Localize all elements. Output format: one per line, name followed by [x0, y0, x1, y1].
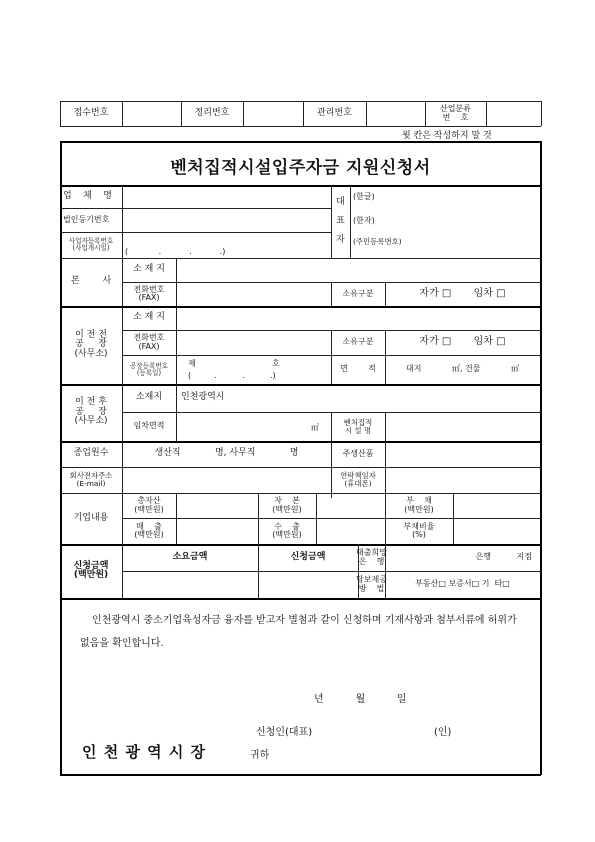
debt-label: 부 채 (백만원) — [404, 496, 434, 514]
hq-label: 본 사 — [70, 276, 112, 287]
confirmation-statement: 인천광역시 중소기업육성자금 융자를 받고자 별첨과 같이 신청하며 기재사항과 첨부서류에 허위가 없음을 확인합니다. — [80, 615, 517, 649]
representative-label: 대 표 자 — [336, 196, 345, 245]
before-address-field[interactable] — [177, 307, 539, 329]
main-product-field[interactable] — [386, 442, 539, 466]
lease-area-label: 임차면적 — [133, 421, 165, 431]
corp-reg-label: 법인등기번호 — [63, 214, 110, 224]
biz-reg-date[interactable]: ( . . .) — [125, 247, 226, 256]
company-name-field[interactable] — [123, 186, 330, 207]
honorific: 귀하 — [250, 750, 270, 761]
hq-phone-label: 전화번호 (FAX) — [133, 284, 165, 302]
facility-name-field[interactable] — [386, 413, 539, 440]
after-factory-label: 이 전 후 공 장 (사무소) — [74, 397, 108, 427]
sales-label: 매 출 (백만원) — [134, 521, 164, 539]
before-address-label: 소 재 지 — [133, 312, 165, 323]
hq-own-label: 소유구분 — [342, 288, 374, 298]
before-factory-label: 이 전 전 공 장 (사무소) — [74, 329, 108, 359]
collateral-label: 담보제공 방 법 — [356, 575, 387, 593]
biz-reg-label: 사업자등록번호 (사업개시일) — [68, 237, 114, 252]
bank-field[interactable]: 은행 지점 — [475, 552, 532, 562]
applicant-label: 신청인(대표) — [256, 727, 313, 738]
rep-id-number[interactable]: (주민등록번호) — [353, 237, 402, 246]
requested-amount-label: 신청금액 — [290, 551, 326, 562]
corp-reg-field[interactable] — [123, 209, 330, 231]
hq-own-options[interactable]: 자가 □ 임차 □ — [419, 287, 506, 299]
request-amount-label: 신청금액 (백만원) — [73, 560, 109, 580]
required-amount-field[interactable] — [123, 572, 257, 597]
arrange-no-label: 정리번호 — [194, 107, 230, 118]
after-address-label: 소재지 — [135, 392, 163, 403]
contact-person-label: 연락책임자 (휴대폰) — [340, 471, 376, 488]
hq-address-label: 소 재 지 — [133, 264, 165, 275]
receipt-no-label: 접수번호 — [73, 107, 109, 118]
addressee: 인 천 광 역 시 장 — [82, 743, 207, 761]
bank-label: 대출희망 은 행 — [356, 548, 387, 566]
area-field[interactable]: 대지 ㎡, 건물 ㎡ — [405, 364, 520, 374]
after-address-field[interactable]: 인천광역시 — [181, 392, 225, 403]
collateral-options[interactable]: 부동산□ 보증서□ 기 타□ — [415, 579, 510, 589]
before-own-options[interactable]: 자가 □ 임차 □ — [419, 336, 506, 348]
manage-no-label: 관리번호 — [317, 107, 352, 118]
facility-name-label: 벤처집적 시 설 명 — [343, 417, 373, 435]
requested-amount-field[interactable] — [259, 572, 357, 597]
before-own-label: 소유구분 — [342, 337, 374, 347]
factory-reg-label: 공장등록번호 (등록일) — [129, 361, 169, 377]
do-not-fill-note: 윗 칸은 작성하지 말 것 — [402, 131, 492, 141]
seal-mark: (인) — [434, 727, 452, 738]
employees-field[interactable]: 생산직 명, 사무직 명 — [154, 448, 299, 459]
contact-person-field[interactable] — [386, 468, 539, 492]
form-title: 벤처집적시설입주자금 지원신청서 — [170, 158, 431, 178]
employees-label: 종업원수 — [73, 448, 109, 459]
email-field[interactable] — [123, 468, 330, 492]
export-label: 수 출 (백만원) — [272, 521, 302, 539]
industry-code-label: 산업분류 번 호 — [440, 104, 471, 122]
factory-reg-date[interactable]: ( . . .) — [188, 371, 276, 380]
required-amount-label: 소요금액 — [172, 551, 208, 562]
business-label: 기업내용 — [73, 512, 109, 523]
debt-ratio-label: 부채비율 (%) — [403, 521, 435, 539]
capital-label: 자 본 (백만원) — [272, 496, 302, 514]
rep-hanja-name[interactable]: (한자) — [353, 216, 375, 225]
email-label: 회사전자주소 (E-mail) — [69, 471, 113, 488]
lease-area-unit: ㎡ — [311, 423, 319, 432]
main-product-label: 주생산품 — [342, 448, 374, 458]
rep-korean-name[interactable]: (한글) — [353, 192, 375, 201]
area-label: 면 적 — [340, 364, 376, 374]
date-line[interactable]: 년 월 일 — [314, 694, 407, 705]
factory-reg-number[interactable]: 제 호 — [188, 359, 280, 368]
hq-address-field[interactable] — [177, 259, 539, 281]
total-assets-label: 총자산 (백만원) — [134, 496, 164, 514]
company-name-label: 업 체 명 — [63, 190, 112, 201]
before-phone-label: 전화번호 (FAX) — [133, 333, 165, 351]
